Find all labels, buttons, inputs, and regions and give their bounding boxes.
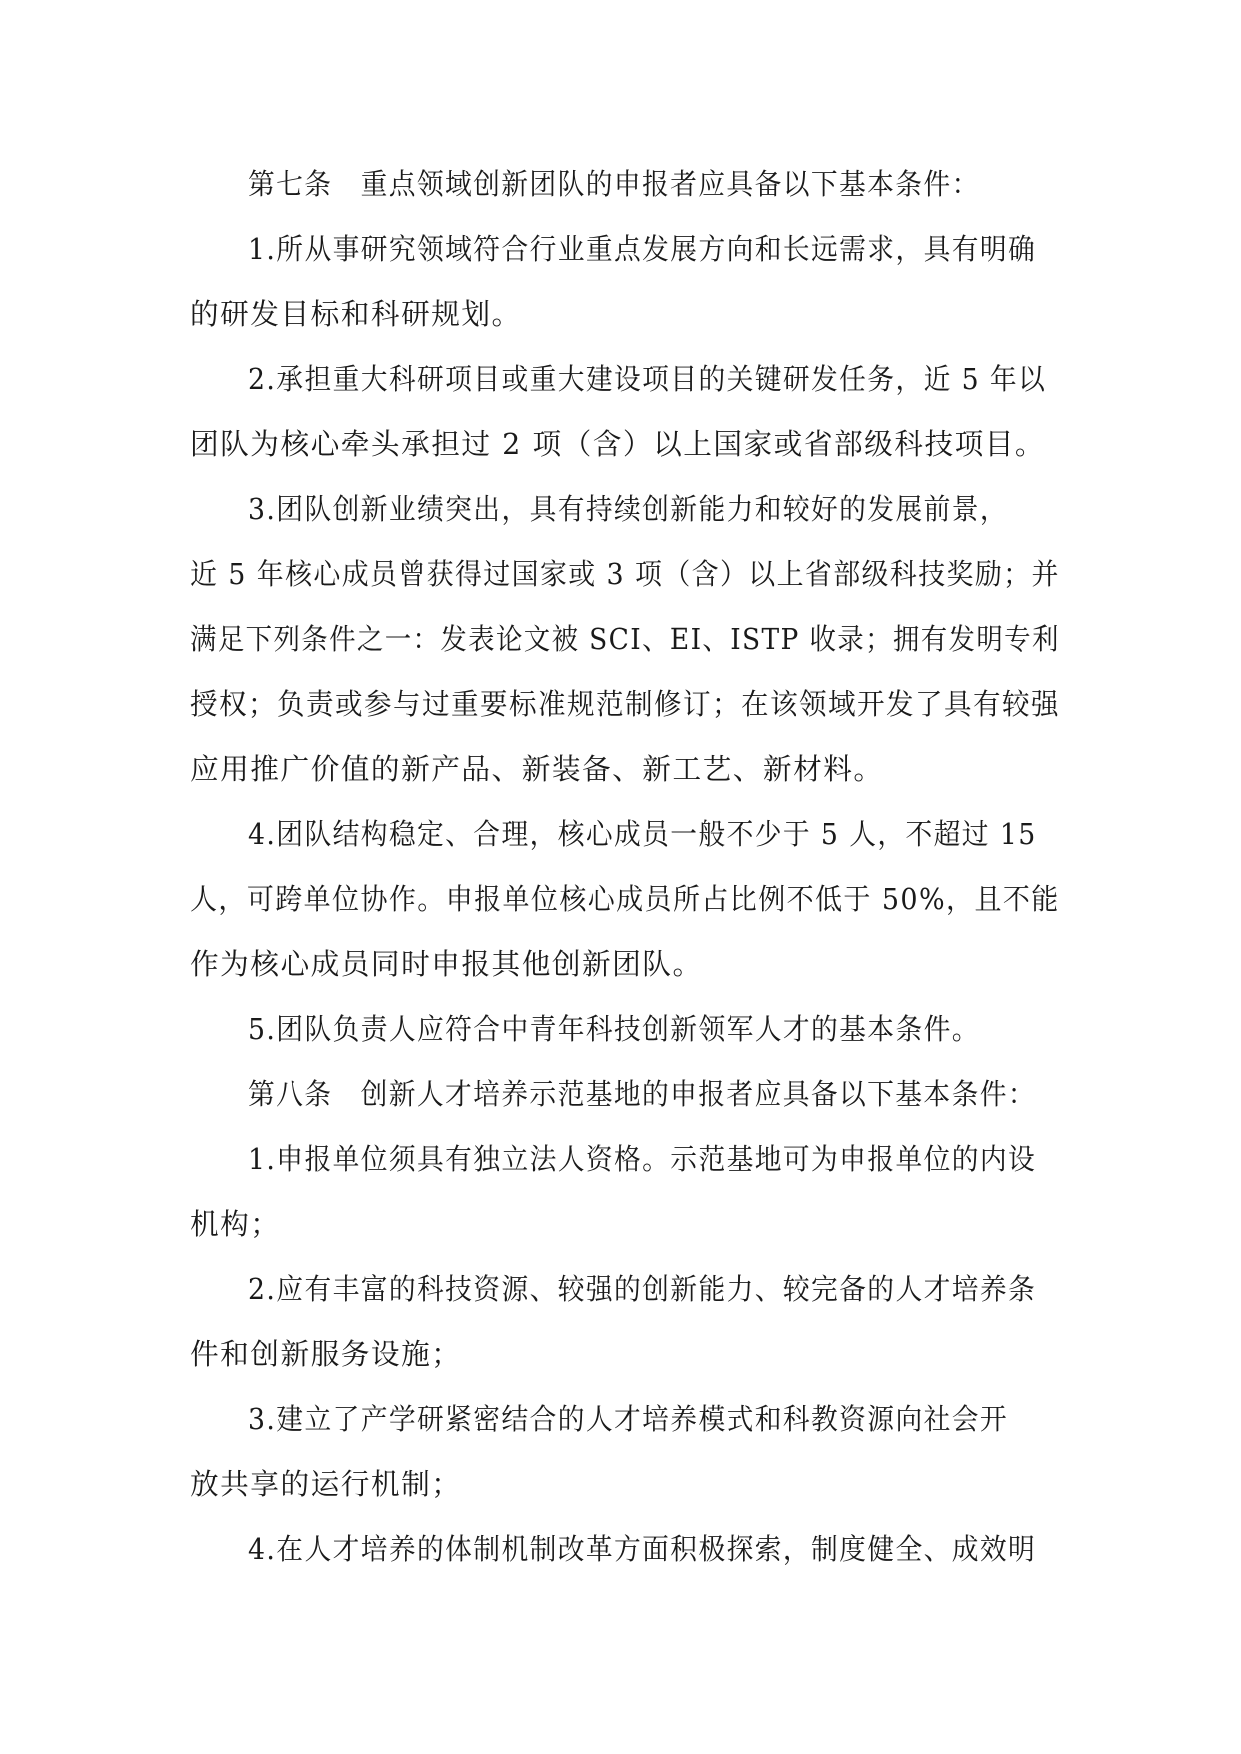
paragraph-line: 授权；负责或参与过重要标准规范制修订；在该领域开发了具有较强 (190, 687, 1061, 721)
paragraph-first-line: 1.所从事研究领域符合行业重点发展方向和长远需求，具有明确 (248, 232, 1037, 266)
paragraph-line: 满足下列条件之一：发表论文被 SCI、EI、ISTP 收录；拥有发明专利 (190, 622, 1060, 656)
paragraph-first-line: 4.团队结构稳定、合理，核心成员一般不少于 5 人，不超过 15 (248, 817, 1037, 851)
paragraph-line: 应用推广价值的新产品、新装备、新工艺、新材料。 (190, 752, 884, 786)
paragraph-first-line: 第七条 重点领域创新团队的申报者应具备以下基本条件： (248, 167, 980, 201)
paragraph-line: 近 5 年核心成员曾获得过国家或 3 项（含）以上省部级科技奖励；并 (190, 557, 1060, 591)
paragraph-first-line: 3.建立了产学研紧密结合的人才培养模式和科教资源向社会开 (248, 1402, 1009, 1436)
paragraph-first-line: 3.团队创新业绩突出，具有持续创新能力和较好的发展前景， (248, 492, 1009, 526)
paragraph-line: 的研发目标和科研规划。 (190, 297, 522, 331)
paragraph-line: 件和创新服务设施； (190, 1337, 462, 1371)
paragraph-first-line: 1.申报单位须具有独立法人资格。示范基地可为申报单位的内设 (248, 1142, 1037, 1176)
paragraph-first-line: 4.在人才培养的体制机制改革方面积极探索，制度健全、成效明 (248, 1532, 1037, 1566)
paragraph-first-line: 第八条 创新人才培养示范基地的申报者应具备以下基本条件： (248, 1077, 1037, 1111)
paragraph-line: 人，可跨单位协作。申报单位核心成员所占比例不低于 50%，且不能 (190, 882, 1060, 916)
paragraph-line: 机构； (190, 1207, 281, 1241)
paragraph-first-line: 2.应有丰富的科技资源、较强的创新能力、较完备的人才培养条 (248, 1272, 1037, 1306)
paragraph-first-line: 5.团队负责人应符合中青年科技创新领军人才的基本条件。 (248, 1012, 980, 1046)
paragraph-line: 放共享的运行机制； (190, 1467, 462, 1501)
paragraph-line: 作为核心成员同时申报其他创新团队。 (190, 947, 703, 981)
paragraph-line: 团队为核心牵头承担过 2 项（含）以上国家或省部级科技项目。 (190, 427, 1046, 461)
paragraph-first-line: 2.承担重大科研项目或重大建设项目的关键研发任务，近 5 年以 (248, 362, 1047, 396)
